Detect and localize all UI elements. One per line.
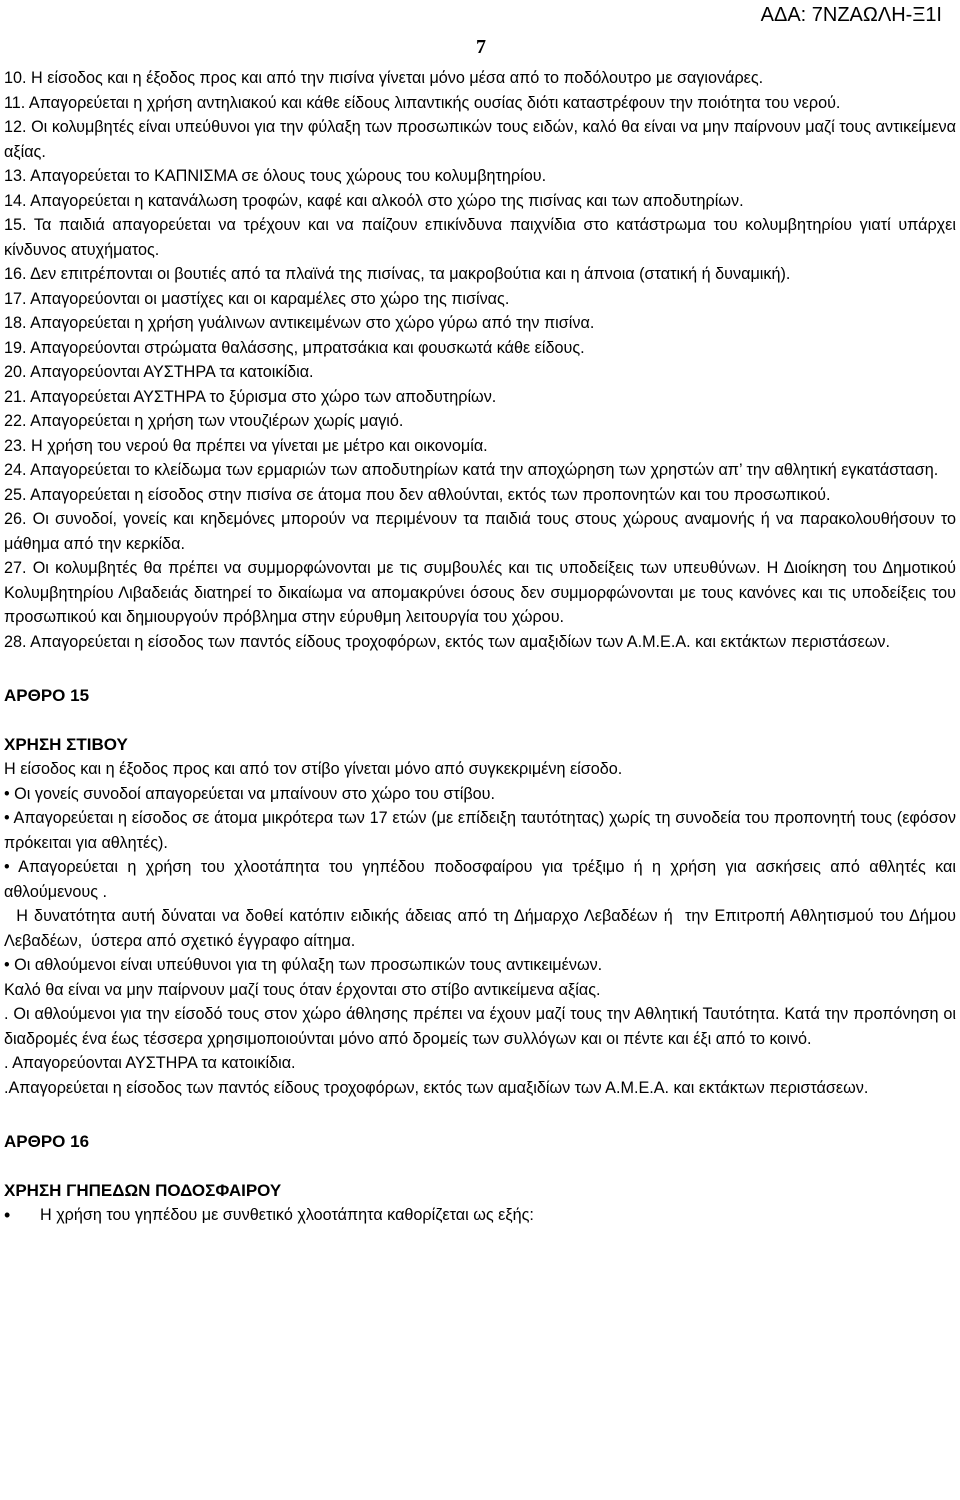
article-15-paragraph: . Οι αθλούμενοι για την είσοδό τους στον χώρο άθλησης πρέπει να έχουν μαζί τους την Αθλητική Ταυτότητα. Κατά την προπόνηση οι διαδρομές ένα έως τέσσερα χρησιμοποιούνται μόνο από δρομείς των συλλόγων και οι πέντε και έξι από το κοινό. bbox=[4, 1005, 956, 1048]
rule-10: 10. Η είσοδος και η έξοδος προς και από την πισίνα γίνεται μόνο μέσα από το ποδόλουτρο με σαγιονάρες. bbox=[4, 69, 764, 87]
rule-16: 16. Δεν επιτρέπονται οι βουτιές από τα πλαϊνά της πισίνας, τα μακροβούτια και η άπνοια (στατική ή δυναμική). bbox=[4, 265, 791, 283]
article-15-paragraph: • Οι γονείς συνοδοί απαγορεύεται να μπαίνουν στο χώρο του στίβου. bbox=[4, 784, 495, 803]
article-15-paragraph: • Απαγορεύεται η χρήση του χλοοτάπητα του γηπέδου ποδοσφαίρου για τρέξιμο ή η χρήση για ασκήσεις από αθλητές και αθλούμενους . bbox=[4, 858, 956, 901]
article-16-bullet-item bbox=[4, 1203, 956, 1228]
ada-code: ΑΔΑ: 7ΝΖΑΩΛΗ-Ξ1Ι bbox=[760, 4, 942, 26]
article-15-paragraph: .Απαγορεύεται η είσοδος των παντός είδους τροχοφόρων, εκτός των αμαξιδίων των Α.Μ.Ε.Α. και εκτάκτων περιστάσεων. bbox=[4, 1078, 869, 1097]
rule-17: 17. Απαγορεύονται οι μαστίχες και οι καραμέλες στο χώρο της πισίνας. bbox=[4, 289, 510, 308]
rule-28: 28. Απαγορεύεται η είσοδος των παντός είδους τροχοφόρων, εκτός των αμαξιδίων των Α.Μ.Ε.Α. και εκτάκτων περιστάσεων. bbox=[4, 632, 890, 651]
rule-25: 25. Απαγορεύεται η είσοδος στην πισίνα σε άτομα που δεν αθλούνται, εκτός των προπονητών και του προσωπικού. bbox=[4, 485, 831, 504]
rule-19: 19. Απαγορεύονται στρώματα θαλάσσης, μπρατσάκια και φουσκωτά κάθε είδους. bbox=[4, 338, 585, 357]
rule-13: 13. Απαγορεύεται το ΚΑΠΝΙΣΜΑ σε όλους τους χώρους του κολυμβητηρίου. bbox=[4, 167, 547, 185]
rules-list bbox=[4, 66, 956, 654]
document-body bbox=[4, 66, 960, 1228]
article-15-paragraph: Η δυνατότητα αυτή δύναται να δοθεί κατόπιν ειδικής άδειας από τη Δήμαρχο Λεβαδέων ή την Επιτροπή Αθλητισμού του Δήμου Λεβαδέων, ύστερα από σχετικό έγγραφο αίτημα. bbox=[4, 907, 960, 950]
article-15-paragraph: • Απαγορεύεται η είσοδος σε άτομα μικρότερα των 17 ετών (με επίδειξη ταυτότητας) χωρίς τη συνοδεία του προπονητή τους (εφόσον πρόκειται για αθλητές). bbox=[4, 809, 956, 852]
article-15-paragraph: • Οι αθλούμενοι είναι υπεύθυνοι για τη φύλαξη των προσωπικών τους αντικειμένων. bbox=[4, 956, 603, 974]
article-15-paragraph: Η είσοδος και η έξοδος προς και από τον στίβο γίνεται μόνο από συγκεκριμένη είσοδο. bbox=[4, 760, 623, 778]
article-15-paragraph: . Απαγορεύονται ΑΥΣΤΗΡΑ τα κατοικίδια. bbox=[4, 1054, 296, 1072]
rule-15: 15. Τα παιδιά απαγορεύεται να τρέχουν και να παίζουν επικίνδυνα παιχνίδια στο κατάστρωμα του κολυμβητηρίου γιατί υπάρχει κίνδυνος ατυχήματος. bbox=[4, 216, 956, 259]
page-number: 7 bbox=[476, 36, 486, 58]
rule-26: 26. Οι συνοδοί, γονείς και κηδεμόνες μπορούν να περιμένουν τα παιδιά τους στους χώρους αναμονής ή να παρακολουθήσουν το μάθημα από την κερκίδα. bbox=[4, 510, 956, 553]
rule-18: 18. Απαγορεύεται η χρήση γυάλινων αντικειμένων στο χώρο γύρω από την πισίνα. bbox=[4, 314, 595, 332]
rule-20: 20. Απαγορεύονται ΑΥΣΤΗΡΑ τα κατοικίδια. bbox=[4, 363, 314, 381]
rule-22: 22. Απαγορεύεται η χρήση των ντουζιέρων χωρίς μαγιό. bbox=[4, 412, 404, 430]
article-15-subheading: ΧΡΗΣΗ ΣΤΙΒΟΥ bbox=[4, 734, 128, 754]
bullet-icon: • bbox=[4, 1205, 11, 1225]
rule-11: 11. Απαγορεύεται η χρήση αντηλιακού και κάθε είδους λιπαντικής ουσίας διότι καταστρέφουν την ποιότητα του νερού. bbox=[4, 93, 841, 112]
rule-27: 27. Οι κολυμβητές θα πρέπει να συμμορφώνονται με τις συμβουλές και τις υποδείξεις των υπευθύνων. Η Διοίκηση του Δημοτικού Κολυμβητηρίου Λιβαδειάς διατηρεί το δικαίωμα να απομακρύνει όσους δεν συμμορφώνονται με τους κανόνες και τις υποδείξεις του προσωπικού και δημιουργούν πρόβλημα στην εύρυθμη λειτουργία του χώρου. bbox=[4, 559, 956, 626]
article-16-heading: ΑΡΘΡΟ 16 bbox=[4, 1132, 90, 1151]
article-15-heading: ΑΡΘΡΟ 15 bbox=[4, 686, 90, 705]
article-15-body bbox=[4, 757, 960, 1100]
rule-14: 14. Απαγορεύεται η κατανάλωση τροφών, καφέ και αλκοόλ στο χώρο της πισίνας και των αποδυτηρίων. bbox=[4, 191, 744, 210]
rule-24: 24. Απαγορεύεται το κλείδωμα των ερμαριών των αποδυτηρίων κατά την αποχώρηση των χρηστών απ’ την αθλητική εγκατάσταση. bbox=[4, 461, 939, 479]
article-16-bullet-text: Η χρήση του γηπέδου με συνθετικό χλοοτάπητα καθορίζεται ως εξής: bbox=[40, 1206, 534, 1224]
article-16-subheading: ΧΡΗΣΗ ΓΗΠΕΔΩΝ ΠΟΔΟΣΦΑΙΡΟΥ bbox=[4, 1180, 282, 1200]
rule-23: 23. Η χρήση του νερού θα πρέπει να γίνεται με μέτρο και οικονομία. bbox=[4, 436, 488, 455]
rule-12: 12. Οι κολυμβητές είναι υπεύθυνοι για την φύλαξη των προσωπικών τους ειδών, καλό θα είναι να μην παίρνουν μαζί τους αντικείμενα αξίας. bbox=[4, 118, 956, 161]
rule-21: 21. Απαγορεύεται ΑΥΣΤΗΡΑ το ξύρισμα στο χώρο των αποδυτηρίων. bbox=[4, 387, 497, 406]
article-15-paragraph: Καλό θα είναι να μην παίρνουν μαζί τους όταν έρχονται στο στίβο αντικείμενα αξίας. bbox=[4, 980, 601, 999]
